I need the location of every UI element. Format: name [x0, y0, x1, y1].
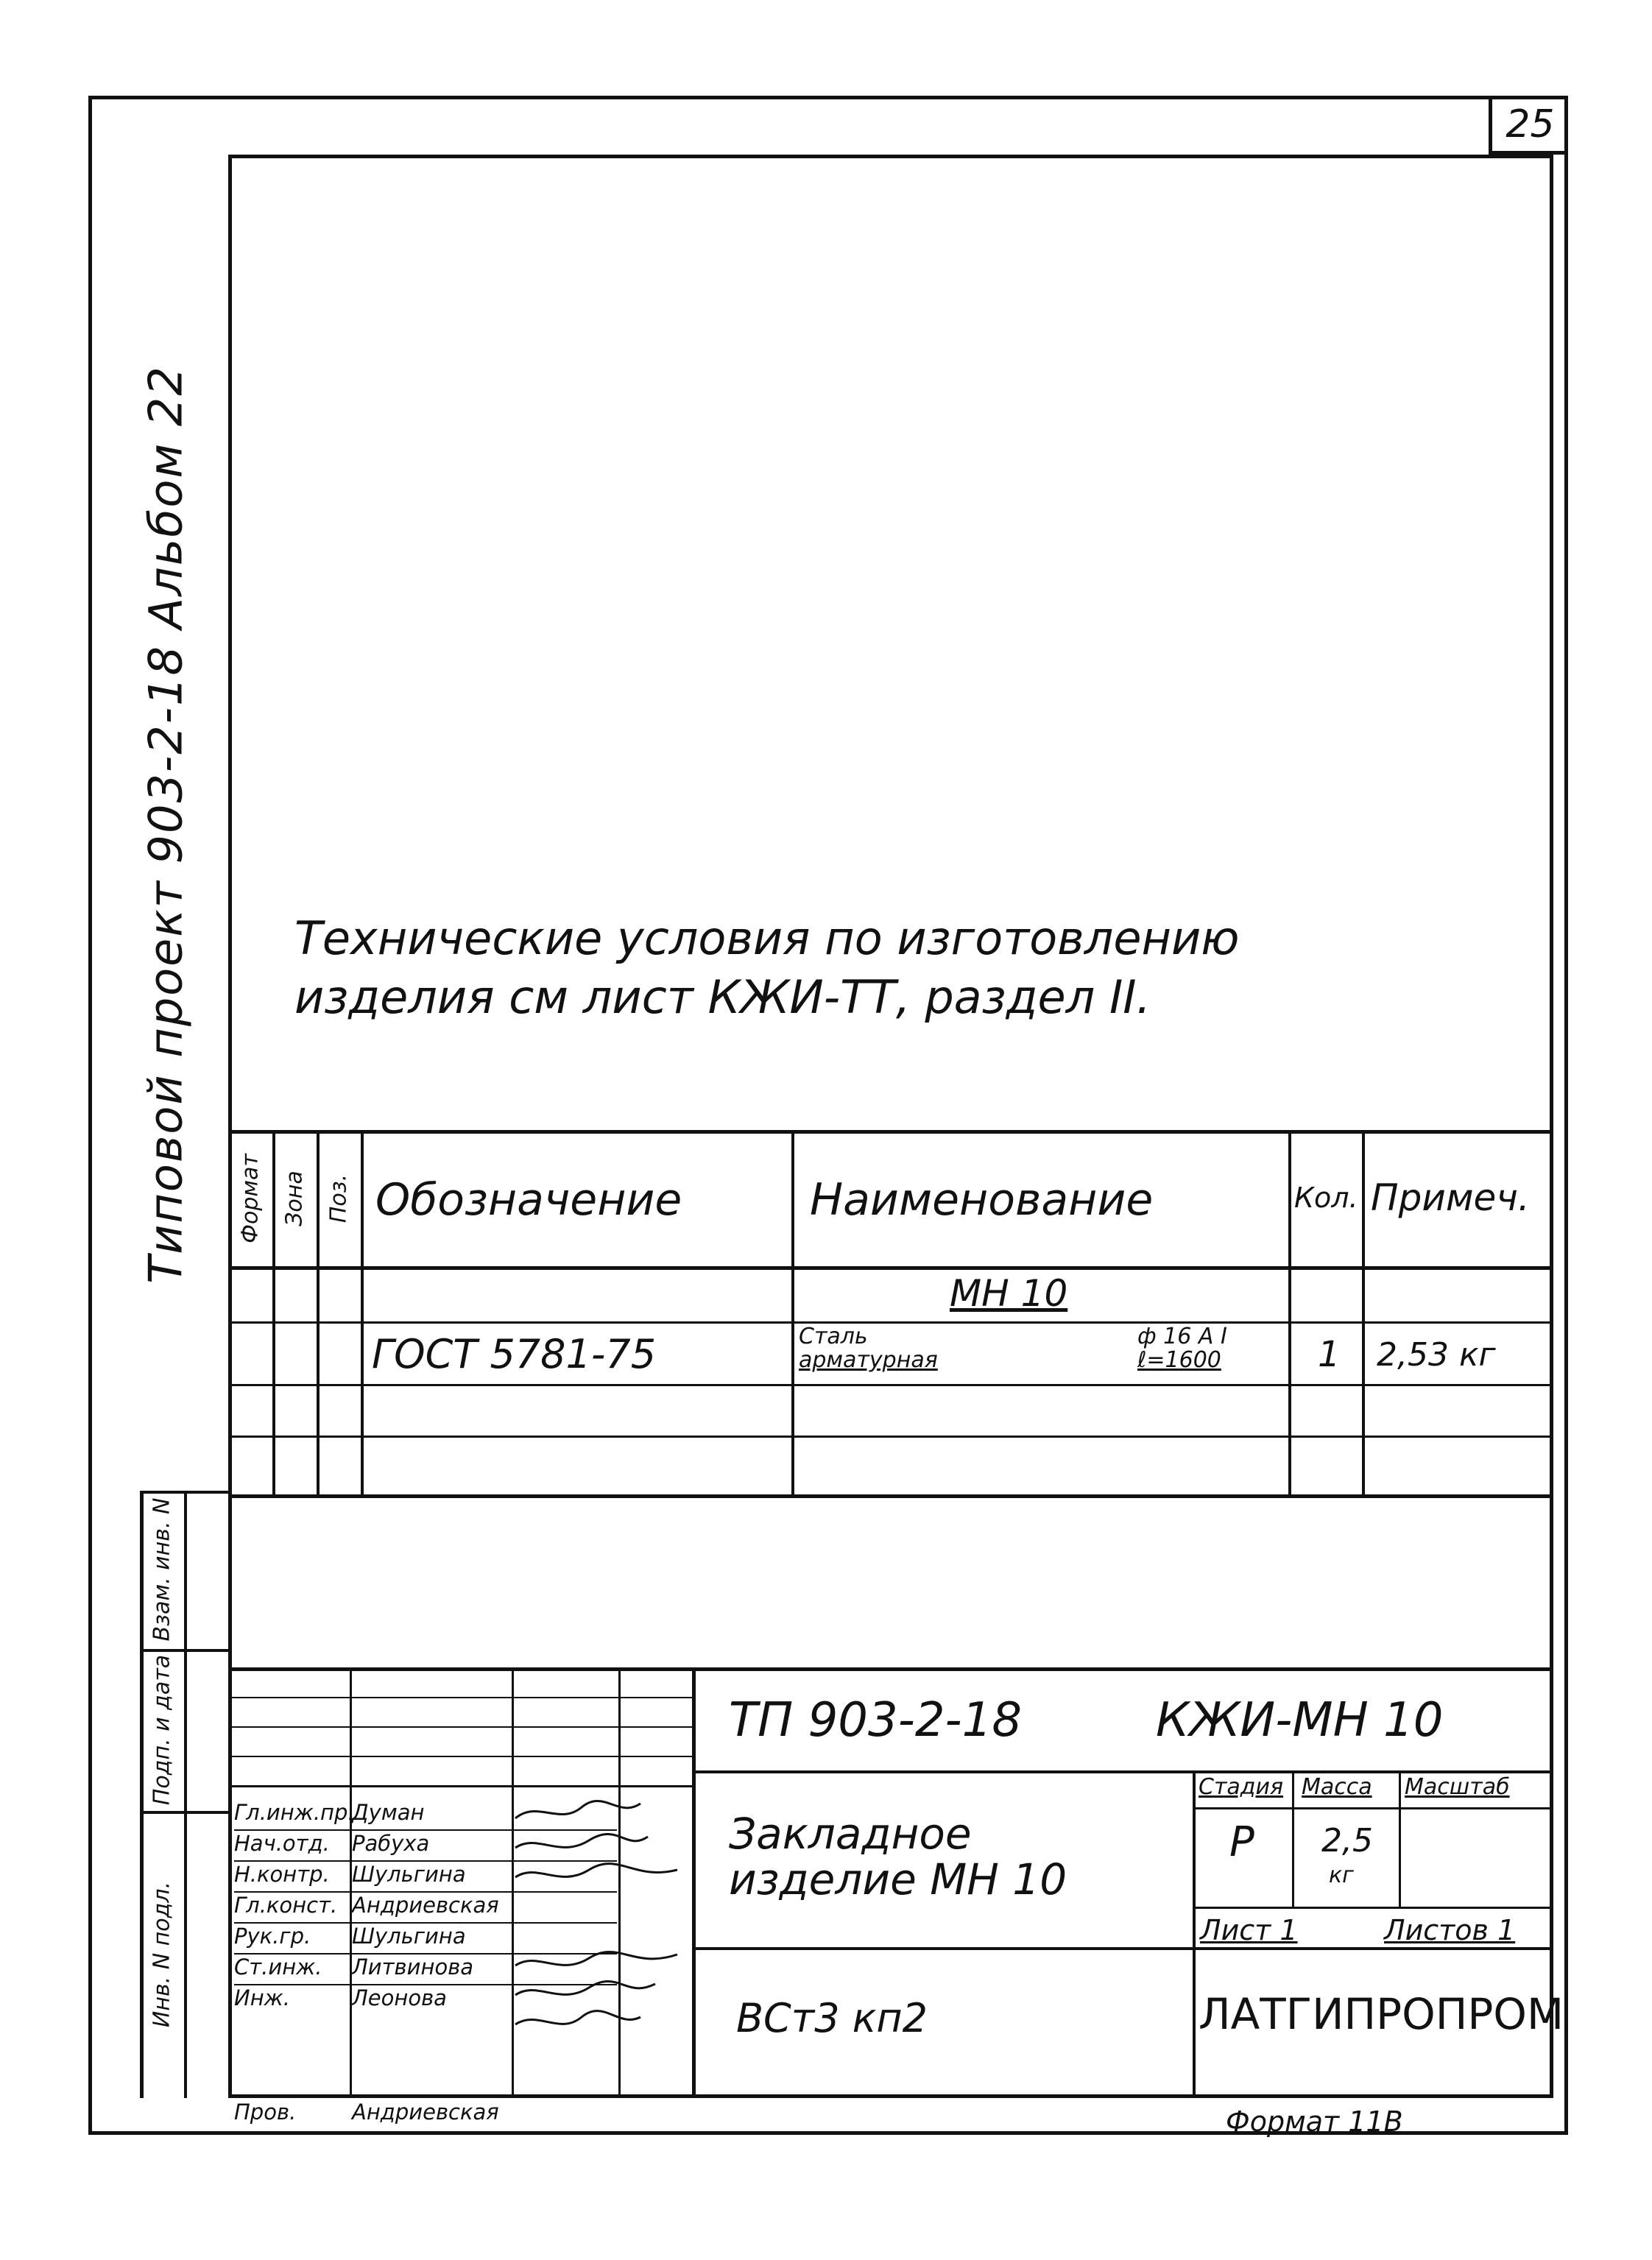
tb-stage-value-line [1193, 1907, 1553, 1909]
row-note: 2,53 кг [1377, 1336, 1496, 1374]
signature-scribbles [508, 1796, 692, 2083]
left-stamp-replace: Взам. инв. N [149, 1497, 175, 1642]
side-title: Типовой проект 903-2-18 Альбом 22 [138, 365, 193, 1284]
spec-col-line-6 [1362, 1130, 1365, 1494]
technical-conditions-line2: изделия см лист КЖИ-ТТ, раздел II. [294, 970, 1151, 1024]
left-stamp-sign: Подп. и дата [149, 1654, 175, 1806]
row-designation: ГОСТ 5781-75 [372, 1331, 657, 1377]
sheets-label: Листов 1 [1384, 1914, 1516, 1946]
row-dim-line1: ф 16 А I [1137, 1324, 1227, 1349]
header-qty: Кол. [1294, 1182, 1358, 1214]
header-designation: Обозначение [375, 1174, 682, 1226]
row-name [799, 1325, 938, 1372]
signature-role: Рук.гр. [234, 1924, 311, 1949]
spec-col-line-1 [272, 1130, 275, 1494]
sig-row-c [228, 1756, 692, 1757]
signature-name: Думан [352, 1800, 425, 1825]
group-title: МН 10 [950, 1272, 1068, 1315]
signature-name: Леонова [352, 1985, 447, 2010]
row-dim-line2: ℓ=1600 [1137, 1347, 1221, 1373]
header-zone: Зона [281, 1170, 308, 1226]
spec-col-line-3 [361, 1130, 364, 1494]
item-name-line2: изделие МН 10 [729, 1854, 1067, 1904]
organization: ЛАТГИПРОПРОМ [1199, 1989, 1564, 2039]
technical-conditions-line1: Технические условия по изготовлению [294, 911, 1240, 965]
signature-role: Гл.конст. [234, 1893, 338, 1918]
tb-stage-div-2 [1399, 1770, 1401, 1907]
signature-name: Андриевская [352, 1893, 499, 1918]
signature-name: Андриевская [352, 2100, 499, 2125]
mass-unit: кг [1329, 1862, 1354, 1888]
sig-row-a [228, 1697, 692, 1698]
signature-role: Ст.инж. [234, 1954, 322, 1980]
row-name-line2: арматурная [799, 1347, 938, 1373]
tb-right-divider [1193, 1770, 1196, 2098]
spec-row-line-1 [228, 1321, 1553, 1324]
left-stamp-line-left [140, 1491, 144, 2098]
format-label: Формат 11В [1226, 2105, 1403, 2138]
left-stamp-sep-2 [140, 1811, 228, 1814]
header-pos: Поз. [325, 1173, 352, 1223]
mass-label: Масса [1302, 1774, 1372, 1800]
signature-role: Н.контр. [234, 1862, 330, 1887]
left-stamp-top [140, 1491, 228, 1494]
item-name-line1: Закладное [729, 1809, 972, 1859]
tb-stage-header-line [1193, 1807, 1553, 1809]
signature-name: Рабуха [352, 1831, 430, 1856]
signature-row-checked [234, 2100, 499, 2125]
tb-main-divider [692, 1667, 696, 2098]
tb-name-line [692, 1947, 1553, 1950]
sig-row-b [228, 1726, 692, 1728]
header-format: Формат [237, 1154, 264, 1243]
spec-col-line-4 [791, 1130, 794, 1494]
technical-conditions [294, 909, 1240, 1027]
signature-name: Литвинова [352, 1954, 474, 1980]
signature-role: Инж. [234, 1985, 290, 2010]
tb-stage-div-1 [1292, 1770, 1294, 1907]
row-name-line1: Сталь [799, 1324, 868, 1349]
header-note: Примеч. [1371, 1176, 1530, 1219]
item-name [729, 1811, 1067, 1902]
material: ВСт3 кп2 [736, 1995, 928, 2041]
tb-code-line [692, 1770, 1553, 1773]
spec-row-line-3 [228, 1436, 1553, 1438]
spec-col-line-2 [317, 1130, 320, 1494]
signature-name: Шульгина [352, 1924, 466, 1949]
stage-value: Р [1229, 1818, 1254, 1866]
spec-header-line [228, 1266, 1553, 1270]
stage-label: Стадия [1199, 1774, 1284, 1800]
row-qty: 1 [1318, 1334, 1341, 1375]
left-stamp-inv: Инв. N подл. [149, 1881, 175, 2028]
sheet-label: Лист 1 [1200, 1914, 1298, 1946]
signature-role: Пров. [234, 2100, 297, 2125]
spec-col-line-5 [1288, 1130, 1291, 1494]
scale-label: Масштаб [1405, 1774, 1510, 1800]
tb-top-line [228, 1667, 1553, 1671]
spec-bottom-line [228, 1494, 1553, 1498]
signature-role: Нач.отд. [234, 1831, 330, 1856]
signature-role: Гл.инж.пр. [234, 1800, 355, 1825]
spec-top-line [228, 1130, 1553, 1134]
mass-value: 2,5 [1321, 1822, 1373, 1860]
spec-row-line-2 [228, 1384, 1553, 1386]
doc-code-right: КЖИ-МН 10 [1156, 1693, 1444, 1748]
doc-code-left: ТП 903-2-18 [729, 1693, 1023, 1748]
row-dimensions [1137, 1325, 1227, 1372]
left-stamp-sep-1 [140, 1649, 228, 1652]
sheet-number: 25 [1489, 96, 1568, 155]
sig-row-d [228, 1785, 692, 1787]
header-name: Наименование [810, 1174, 1154, 1226]
signature-name: Шульгина [352, 1862, 466, 1887]
left-stamp-line-mid [184, 1491, 187, 2098]
